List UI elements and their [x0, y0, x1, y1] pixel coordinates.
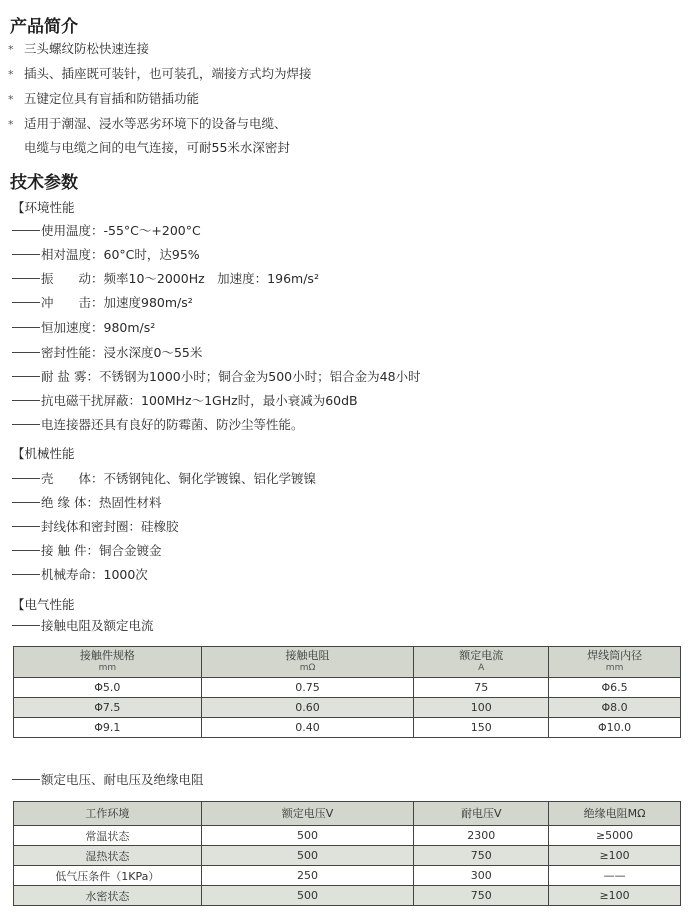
table-header-cell: 耐电压V [414, 802, 549, 826]
table-cell: ≥100 [549, 846, 681, 866]
table-cell: 常温状态 [14, 826, 202, 846]
table-row [14, 846, 681, 866]
table-cell: 0.40 [201, 718, 414, 738]
asterisk-icon: * [8, 93, 14, 106]
table-cell: 100 [414, 698, 549, 718]
asterisk-icon: * [8, 68, 14, 81]
spec-line: 封线体和密封圈：硅橡胶 [12, 517, 179, 535]
table-cell: 750 [414, 886, 549, 906]
table-row [14, 678, 681, 698]
table-cell: 0.60 [201, 698, 414, 718]
table-cell: 低气压条件（1KPa） [14, 866, 202, 886]
list-item: * 五键定位具有盲插和防错插功能 [8, 90, 199, 109]
spec-line: 冲 击：加速度980m/s² [12, 293, 193, 311]
table-header-row [14, 802, 681, 826]
environment-heading: 【环境性能 [12, 200, 75, 215]
table-header-cell: 接触电阻 mΩ [201, 647, 414, 678]
list-item: * 适用于潮湿、浸水等恶劣环境下的设备与电缆、 [8, 115, 287, 134]
table-cell: 250 [201, 866, 414, 886]
table-cell: Φ8.0 [549, 698, 681, 718]
table-cell: 500 [201, 826, 414, 846]
table-cell: 500 [201, 846, 414, 866]
table-cell: Φ10.0 [549, 718, 681, 738]
table-cell: 300 [414, 866, 549, 886]
table-header-row [14, 647, 681, 678]
table-cell: Φ5.0 [14, 678, 202, 698]
table-cell: 150 [414, 718, 549, 738]
table-cell: 2300 [414, 826, 549, 846]
intro-title: 产品简介 [10, 17, 78, 37]
table-cell: Φ6.5 [549, 678, 681, 698]
table-cell: Φ7.5 [14, 698, 202, 718]
voltage-insulation-table [13, 801, 681, 906]
table-row [14, 718, 681, 738]
table-cell: Φ9.1 [14, 718, 202, 738]
spec-line: 额定电压、耐电压及绝缘电阻 [12, 770, 204, 788]
table-cell: 0.75 [201, 678, 414, 698]
table-row [14, 886, 681, 906]
contact-resistance-table [13, 646, 681, 738]
table-cell: 湿热状态 [14, 846, 202, 866]
spec-line: 抗电磁干扰屏蔽：100MHz～1GHz时，最小衰减为60dB [12, 391, 358, 409]
spec-line: 恒加速度：980m/s² [12, 318, 155, 336]
spec-line: 密封性能：浸水深度0～55米 [12, 343, 202, 361]
table-cell: 75 [414, 678, 549, 698]
mechanical-heading: 【机械性能 [12, 446, 75, 461]
table-header-cell: 绝缘电阻MΩ [549, 802, 681, 826]
spec-line: 接 触 件：铜合金镀金 [12, 541, 161, 559]
list-item: * 三头螺纹防松快速连接 [8, 40, 149, 59]
spec-line: 机械寿命：1000次 [12, 565, 148, 583]
spec-line: 壳 体：不锈钢钝化、铜化学镀镍、铝化学镀镍 [12, 469, 316, 487]
spec-line: 振 动：频率10～2000Hz 加速度：196m/s² [12, 269, 319, 287]
spec-line: 使用温度：-55°C～+200°C [12, 221, 201, 239]
table-header-cell: 焊线筒内径 mm [549, 647, 681, 678]
table-cell: ≥5000 [549, 826, 681, 846]
spec-line: 接触电阻及额定电流 [12, 616, 154, 634]
table-cell: 750 [414, 846, 549, 866]
electrical-heading: 【电气性能 [12, 597, 75, 612]
table-header-cell: 接触件规格 mm [14, 647, 202, 678]
spec-line: 相对温度：60°C时，达95% [12, 245, 200, 263]
table-cell: —— [549, 866, 681, 886]
specs-title: 技术参数 [10, 173, 78, 193]
table-row [14, 698, 681, 718]
spec-line: 耐 盐 雾：不锈钢为1000小时；铜合金为500小时；铝合金为48小时 [12, 367, 421, 385]
spec-line: 绝 缘 体：热固性材料 [12, 493, 161, 511]
spec-line: 电连接器还具有良好的防霉菌、防沙尘等性能。 [12, 415, 304, 433]
table-row [14, 866, 681, 886]
table-cell: 500 [201, 886, 414, 906]
table-header-cell: 工作环境 [14, 802, 202, 826]
list-item-continuation: 电缆与电缆之间的电气连接，可耐55米水深密封 [24, 140, 290, 155]
table-row [14, 826, 681, 846]
list-item: * 插头、插座既可装针，也可装孔，端接方式均为焊接 [8, 65, 312, 84]
asterisk-icon: * [8, 118, 14, 131]
table-cell: ≥100 [549, 886, 681, 906]
table-header-cell: 额定电压V [201, 802, 414, 826]
table-header-cell: 额定电流 A [414, 647, 549, 678]
asterisk-icon: * [8, 43, 14, 56]
table-cell: 水密状态 [14, 886, 202, 906]
